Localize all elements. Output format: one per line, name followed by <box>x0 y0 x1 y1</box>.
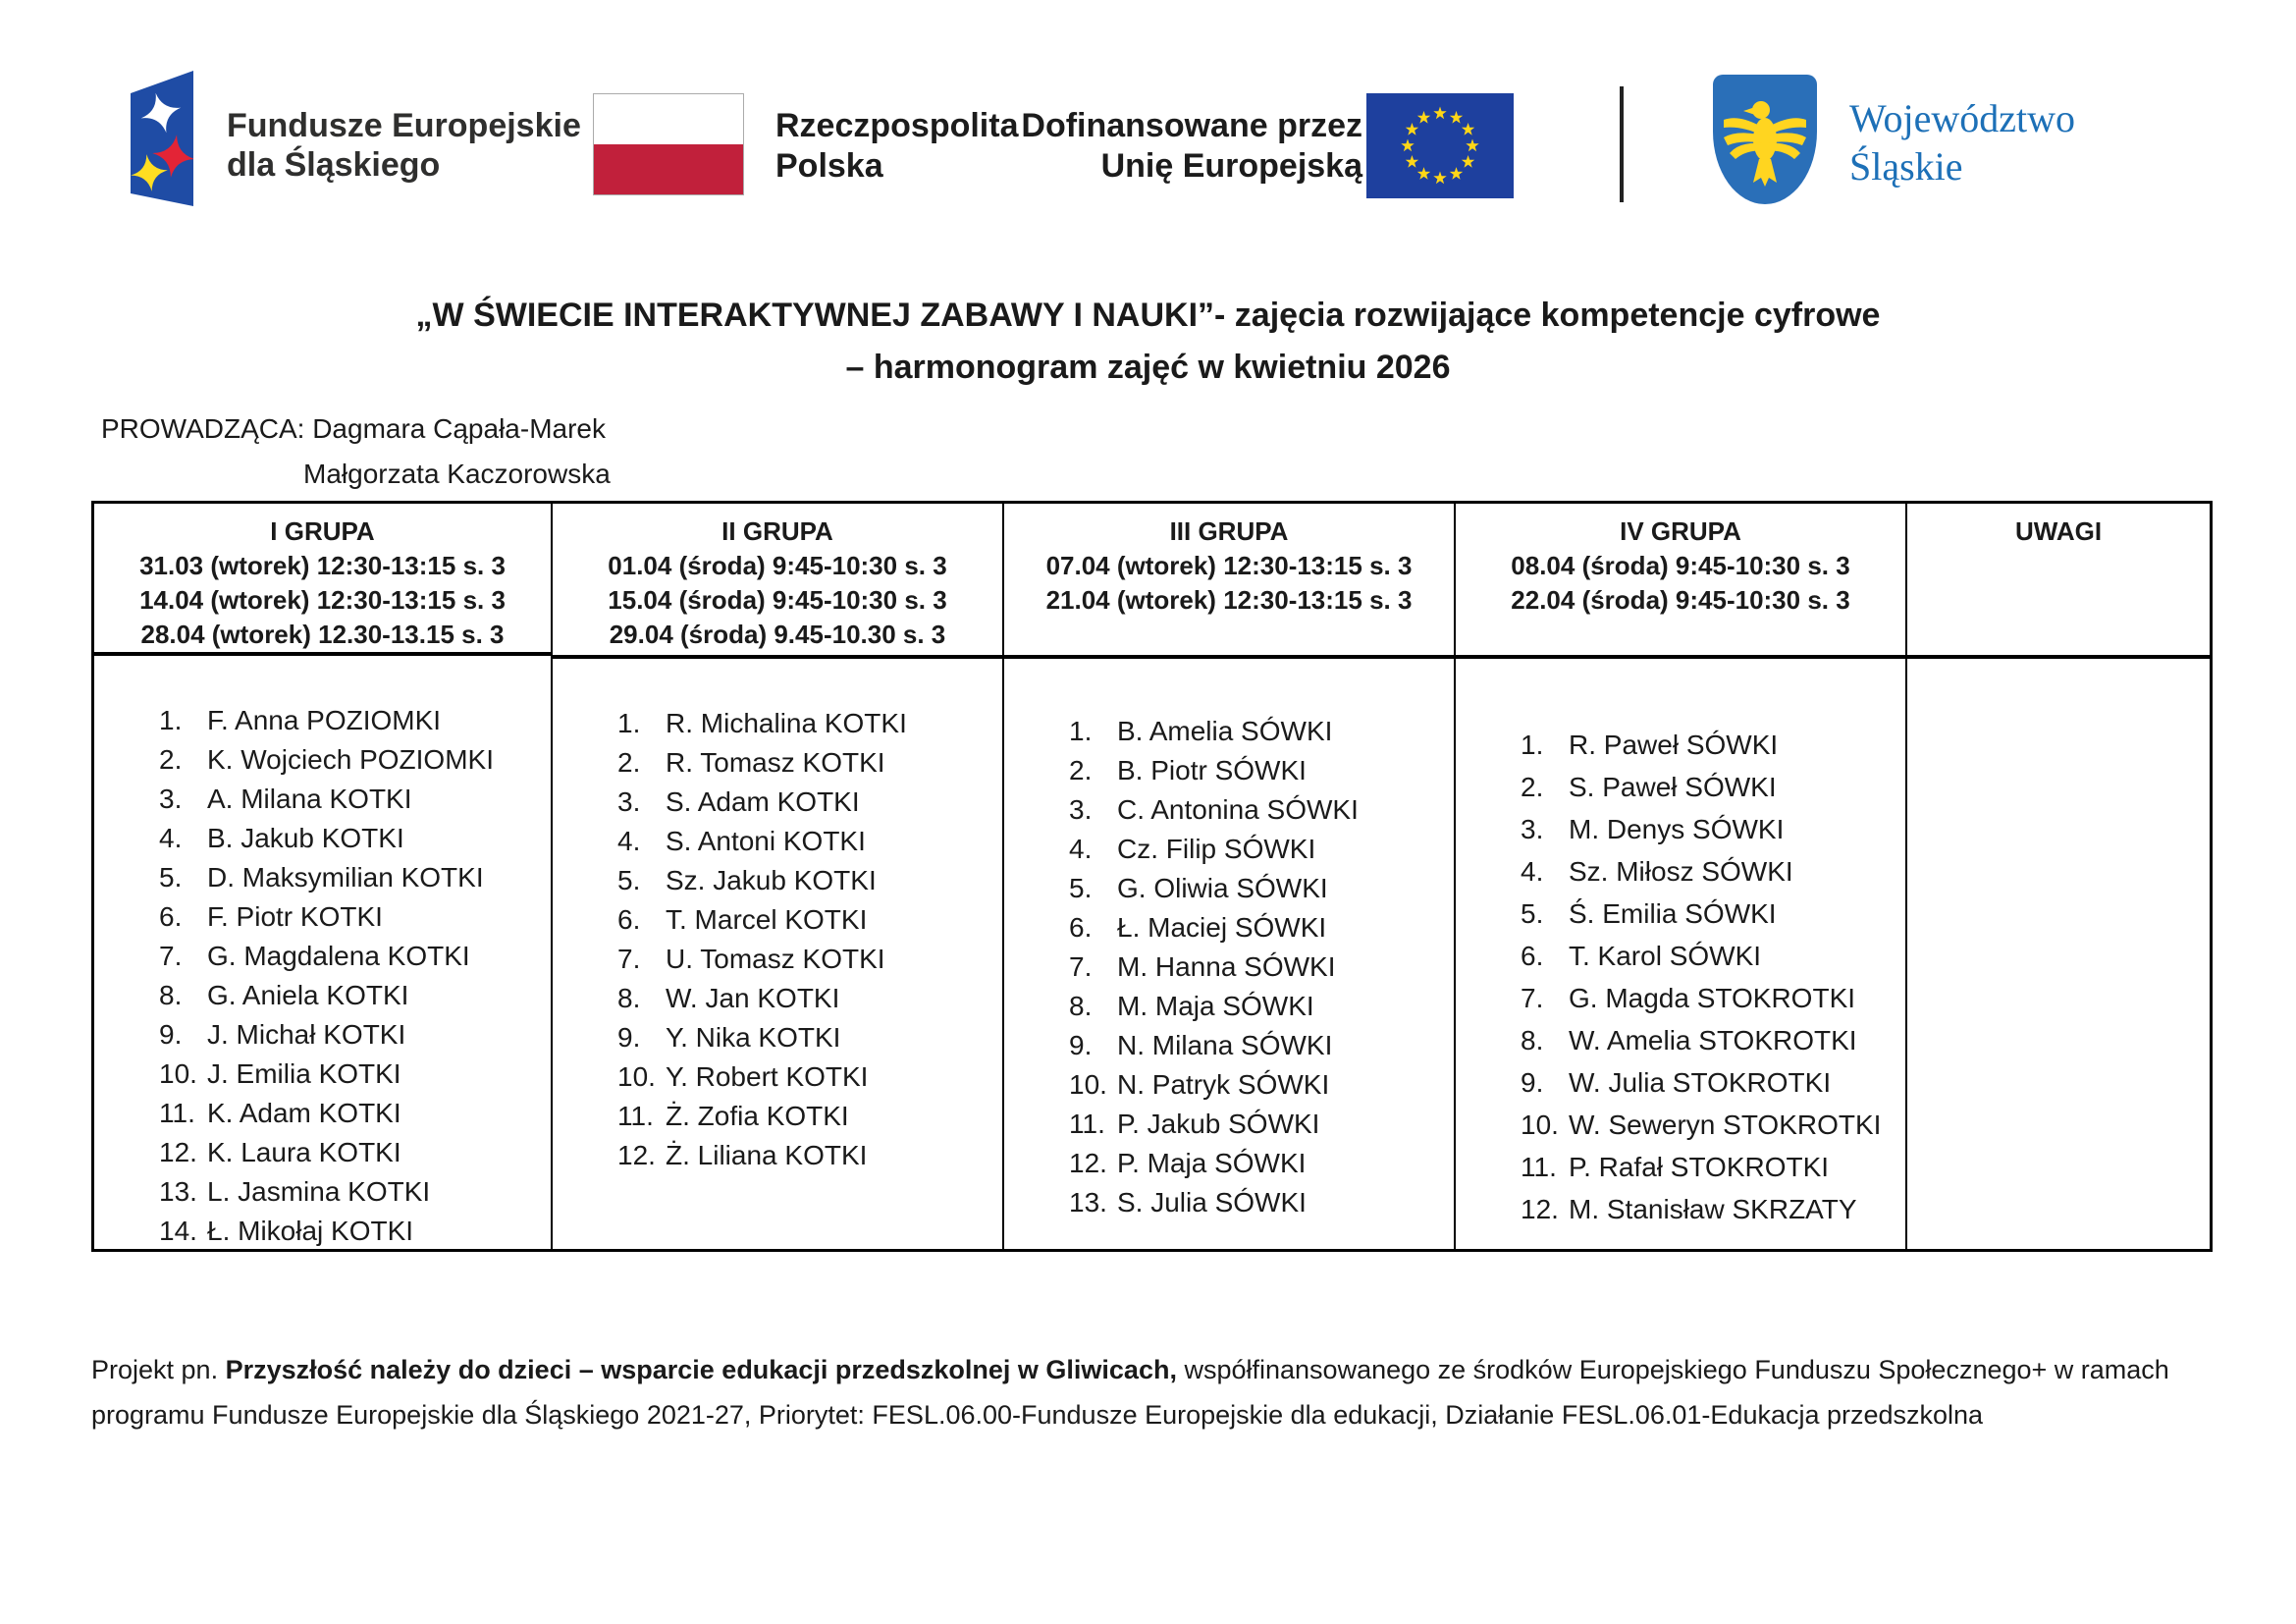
student-name: Ż. Liliana KOTKI <box>666 1140 868 1170</box>
group-column-4 <box>1456 504 1907 1249</box>
session-date: 07.04 (wtorek) 12:30-13:15 s. 3 <box>1045 551 1413 580</box>
session-date: 31.03 (wtorek) 12:30-13:15 s. 3 <box>139 551 506 580</box>
student-name: L. Jasmina KOTKI <box>207 1176 431 1207</box>
student-name: S. Julia SÓWKI <box>1117 1187 1307 1218</box>
student-item <box>617 900 1002 940</box>
group-title: I GRUPA <box>270 516 375 546</box>
student-number: 3. <box>1521 814 1544 844</box>
group-header-3 <box>1004 504 1454 659</box>
student-number: 11. <box>617 1101 654 1131</box>
student-item <box>1521 1061 1905 1104</box>
student-number: 5. <box>159 862 183 893</box>
student-number: 1. <box>1069 716 1093 746</box>
student-name: Sz. Miłosz SÓWKI <box>1569 856 1793 887</box>
session-date: 01.04 (środa) 9:45-10:30 s. 3 <box>608 551 947 580</box>
group-column-1 <box>94 504 553 1249</box>
student-number: 11. <box>1521 1152 1557 1182</box>
student-number: 8. <box>1069 991 1093 1021</box>
student-number: 2. <box>617 747 641 778</box>
student-item <box>1521 1104 1905 1146</box>
leader-name-2: Małgorzata Kaczorowska <box>303 459 611 489</box>
student-item <box>1521 977 1905 1019</box>
student-number: 6. <box>159 901 183 932</box>
group-column-2 <box>553 504 1004 1249</box>
student-item <box>159 701 551 740</box>
eu-text-line2: Unię Europejską <box>1100 147 1362 185</box>
title-line2: – harmonogram zajęć w kwietniu 2026 <box>845 349 1451 386</box>
student-number: 7. <box>1521 983 1544 1013</box>
student-item <box>1069 712 1454 751</box>
student-name: J. Emilia KOTKI <box>207 1058 401 1089</box>
student-name: W. Seweryn STOKROTKI <box>1569 1110 1882 1140</box>
group-student-list <box>94 656 551 1251</box>
silesia-text-line1: Województwo <box>1849 96 2076 140</box>
student-name: P. Jakub SÓWKI <box>1117 1109 1320 1139</box>
leaders-label: PROWADZĄCA: <box>101 413 305 444</box>
silesia-voivodeship-text <box>1849 94 2075 190</box>
student-number: 2. <box>159 744 183 775</box>
student-item <box>1069 830 1454 869</box>
student-item <box>159 1212 551 1251</box>
student-number: 8. <box>159 980 183 1010</box>
student-name: W. Julia STOKROTKI <box>1569 1067 1832 1098</box>
session-date: 14.04 (wtorek) 12:30-13:15 s. 3 <box>139 585 506 615</box>
student-item <box>1069 790 1454 830</box>
student-name: K. Adam KOTKI <box>207 1098 401 1128</box>
group-student-list <box>553 659 1002 1249</box>
student-item <box>1069 751 1454 790</box>
student-number: 7. <box>617 944 641 974</box>
student-number: 8. <box>1521 1025 1544 1056</box>
student-number: 1. <box>617 708 641 738</box>
student-number: 13. <box>159 1176 197 1207</box>
eu-flag-icon <box>1366 93 1514 198</box>
footer-pre: Projekt pn. <box>91 1355 226 1384</box>
student-item <box>1069 1065 1454 1105</box>
student-item <box>159 976 551 1015</box>
student-name: W. Amelia STOKROTKI <box>1569 1025 1857 1056</box>
student-item <box>1521 1019 1905 1061</box>
student-name: Cz. Filip SÓWKI <box>1117 834 1316 864</box>
student-item <box>1069 869 1454 908</box>
group-header-2 <box>553 504 1002 659</box>
session-date: 08.04 (środa) 9:45-10:30 s. 3 <box>1511 551 1850 580</box>
student-item <box>159 1015 551 1055</box>
group-student-list <box>1907 659 2210 1249</box>
student-name: Ż. Zofia KOTKI <box>666 1101 849 1131</box>
title-line1: „W ŚWIECIE INTERAKTYWNEJ ZABAWY I NAUKI”- zajęcia rozwijające kompetencje cyfrowe <box>415 297 1881 334</box>
student-item <box>617 1018 1002 1057</box>
fe-text-line1: Fundusze Europejskie <box>227 107 581 144</box>
student-item <box>1521 893 1905 935</box>
group-student-list <box>1456 659 1905 1249</box>
student-item <box>159 897 551 937</box>
student-number: 6. <box>1069 912 1093 943</box>
group-header-1 <box>94 504 551 656</box>
student-number: 4. <box>1069 834 1093 864</box>
session-date: 29.04 (środa) 9.45-10.30 s. 3 <box>609 620 946 649</box>
footer-post: współfinansowanego ze środków Europejskiego Funduszu Społecznego+ w ramach <box>1176 1355 2169 1384</box>
student-number: 6. <box>1521 941 1544 971</box>
student-number: 2. <box>1521 772 1544 802</box>
student-number: 10. <box>159 1058 197 1089</box>
leaders-block <box>101 406 611 497</box>
poland-flag-red <box>594 144 743 194</box>
student-name: K. Wojciech POZIOMKI <box>207 744 494 775</box>
european-funds-logo-text <box>227 106 581 185</box>
student-number: 3. <box>1069 794 1093 825</box>
student-name: Y. Robert KOTKI <box>666 1061 869 1092</box>
student-number: 9. <box>617 1022 641 1053</box>
student-name: D. Maksymilian KOTKI <box>207 862 484 893</box>
student-name: B. Jakub KOTKI <box>207 823 404 853</box>
eu-cofunded-text <box>1001 106 1362 187</box>
student-item <box>1521 935 1905 977</box>
session-date: 28.04 (wtorek) 12.30-13.15 s. 3 <box>140 620 505 649</box>
student-number: 11. <box>159 1098 195 1128</box>
student-item <box>617 1097 1002 1136</box>
student-name: G. Magda STOKROTKI <box>1569 983 1856 1013</box>
fe-text-line2: dla Śląskiego <box>227 146 441 184</box>
student-item <box>1069 908 1454 947</box>
student-item <box>617 979 1002 1018</box>
student-number: 2. <box>1069 755 1093 785</box>
european-funds-logo-icon <box>131 71 193 213</box>
student-item <box>617 704 1002 743</box>
group-student-list <box>1004 659 1454 1249</box>
student-item <box>1521 1146 1905 1188</box>
student-name: T. Marcel KOTKI <box>666 904 868 935</box>
student-name: B. Piotr SÓWKI <box>1117 755 1307 785</box>
schedule-table <box>91 501 2213 1252</box>
student-number: 9. <box>1069 1030 1093 1060</box>
student-name: R. Michalina KOTKI <box>666 708 907 738</box>
poland-flag-icon <box>593 93 744 195</box>
student-name: S. Antoni KOTKI <box>666 826 866 856</box>
student-number: 6. <box>617 904 641 935</box>
student-item <box>159 1055 551 1094</box>
student-name: C. Antonina SÓWKI <box>1117 794 1359 825</box>
silesia-coat-of-arms-icon <box>1713 75 1817 204</box>
student-number: 11. <box>1069 1109 1105 1139</box>
student-name: N. Patryk SÓWKI <box>1117 1069 1330 1100</box>
student-name: Sz. Jakub KOTKI <box>666 865 877 895</box>
student-name: F. Piotr KOTKI <box>207 901 383 932</box>
group-title: UWAGI <box>2014 516 2103 546</box>
session-date: 21.04 (wtorek) 12:30-13:15 s. 3 <box>1045 585 1413 615</box>
student-item <box>159 740 551 780</box>
student-number: 3. <box>159 784 183 814</box>
student-name: S. Adam KOTKI <box>666 786 860 817</box>
student-name: A. Milana KOTKI <box>207 784 412 814</box>
student-item <box>1069 947 1454 987</box>
student-number: 3. <box>617 786 641 817</box>
student-number: 5. <box>1521 898 1544 929</box>
student-item <box>617 940 1002 979</box>
student-number: 5. <box>1069 873 1093 903</box>
logo-divider <box>1620 86 1624 202</box>
student-number: 10. <box>1069 1069 1107 1100</box>
student-name: S. Paweł SÓWKI <box>1569 772 1777 802</box>
leader-name-1: Dagmara Cąpała-Marek <box>312 413 606 444</box>
student-name: P. Maja SÓWKI <box>1117 1148 1307 1178</box>
student-item <box>1069 1026 1454 1065</box>
student-number: 12. <box>617 1140 656 1170</box>
student-name: Ł. Mikołaj KOTKI <box>207 1216 414 1246</box>
student-name: R. Paweł SÓWKI <box>1569 730 1779 760</box>
project-footer <box>91 1347 2217 1437</box>
student-name: F. Anna POZIOMKI <box>207 705 442 735</box>
pl-text-line1: Rzeczpospolita <box>775 107 1019 144</box>
student-number: 1. <box>159 705 183 735</box>
student-name: G. Oliwia SÓWKI <box>1117 873 1328 903</box>
student-item <box>1521 808 1905 850</box>
student-item <box>617 822 1002 861</box>
student-name: Ś. Emilia SÓWKI <box>1569 898 1777 929</box>
student-name: G. Magdalena KOTKI <box>207 941 470 971</box>
leader-line1 <box>101 406 611 452</box>
student-item <box>1069 987 1454 1026</box>
group-title: IV GRUPA <box>1620 516 1741 546</box>
student-number: 7. <box>159 941 183 971</box>
republic-of-poland-text <box>775 106 1018 187</box>
student-item <box>159 1094 551 1133</box>
eu-text-line1: Dofinansowane przez <box>1021 107 1362 144</box>
student-number: 10. <box>1521 1110 1559 1140</box>
student-number: 1. <box>1521 730 1544 760</box>
student-item <box>1521 724 1905 766</box>
student-number: 13. <box>1069 1187 1107 1218</box>
pl-text-line2: Polska <box>775 147 883 185</box>
student-item <box>159 780 551 819</box>
logo-strip <box>0 0 2296 226</box>
student-item <box>617 743 1002 783</box>
student-number: 12. <box>159 1137 197 1167</box>
student-number: 12. <box>1521 1194 1559 1224</box>
student-number: 8. <box>617 983 641 1013</box>
page-title <box>0 290 2296 394</box>
student-number: 4. <box>617 826 641 856</box>
student-item <box>617 1136 1002 1175</box>
student-item <box>1521 850 1905 893</box>
student-number: 9. <box>1521 1067 1544 1098</box>
student-item <box>617 783 1002 822</box>
footer-line2: programu Fundusze Europejskie dla Śląskiego 2021-27, Priorytet: FESL.06.00-Fundusze Europejskie dla edukacji, Działanie FESL.06.01-Edukacja przedszkolna <box>91 1400 1984 1430</box>
student-name: M. Stanisław SKRZATY <box>1569 1194 1857 1224</box>
student-name: M. Hanna SÓWKI <box>1117 951 1336 982</box>
student-item <box>1521 1188 1905 1230</box>
student-item <box>159 1133 551 1172</box>
student-item <box>617 1057 1002 1097</box>
group-title: II GRUPA <box>721 516 833 546</box>
session-date: 15.04 (środa) 9:45-10:30 s. 3 <box>608 585 947 615</box>
student-name: W. Jan KOTKI <box>666 983 840 1013</box>
student-item <box>1069 1183 1454 1222</box>
student-name: K. Laura KOTKI <box>207 1137 401 1167</box>
student-number: 5. <box>617 865 641 895</box>
student-item <box>1521 766 1905 808</box>
student-item <box>159 1172 551 1212</box>
student-item <box>159 858 551 897</box>
student-name: Ł. Maciej SÓWKI <box>1117 912 1327 943</box>
student-number: 14. <box>159 1216 197 1246</box>
student-name: G. Aniela KOTKI <box>207 980 409 1010</box>
group-column-3 <box>1004 504 1456 1249</box>
student-number: 7. <box>1069 951 1093 982</box>
student-number: 12. <box>1069 1148 1107 1178</box>
group-title: III GRUPA <box>1169 516 1289 546</box>
student-number: 4. <box>159 823 183 853</box>
student-item <box>1069 1144 1454 1183</box>
poland-flag-white <box>594 94 743 144</box>
silesia-text-line2: Śląskie <box>1849 144 1963 189</box>
group-header-4 <box>1456 504 1905 659</box>
student-number: 9. <box>159 1019 183 1050</box>
student-name: B. Amelia SÓWKI <box>1117 716 1333 746</box>
student-name: M. Denys SÓWKI <box>1569 814 1785 844</box>
session-date: 22.04 (środa) 9:45-10:30 s. 3 <box>1511 585 1850 615</box>
student-name: Y. Nika KOTKI <box>666 1022 841 1053</box>
group-column-5 <box>1907 504 2210 1249</box>
student-name: M. Maja SÓWKI <box>1117 991 1314 1021</box>
student-name: R. Tomasz KOTKI <box>666 747 885 778</box>
student-name: P. Rafał STOKROTKI <box>1569 1152 1830 1182</box>
student-item <box>159 937 551 976</box>
student-number: 10. <box>617 1061 656 1092</box>
student-name: T. Karol SÓWKI <box>1569 941 1762 971</box>
student-item <box>159 819 551 858</box>
group-header-5 <box>1907 504 2210 659</box>
student-number: 4. <box>1521 856 1544 887</box>
student-name: U. Tomasz KOTKI <box>666 944 885 974</box>
footer-line1 <box>91 1347 2217 1392</box>
student-item <box>1069 1105 1454 1144</box>
student-name: N. Milana SÓWKI <box>1117 1030 1333 1060</box>
footer-project-name: Przyszłość należy do dzieci – wsparcie edukacji przedszkolnej w Gliwicach, <box>225 1355 1177 1384</box>
student-name: J. Michał KOTKI <box>207 1019 406 1050</box>
student-item <box>617 861 1002 900</box>
